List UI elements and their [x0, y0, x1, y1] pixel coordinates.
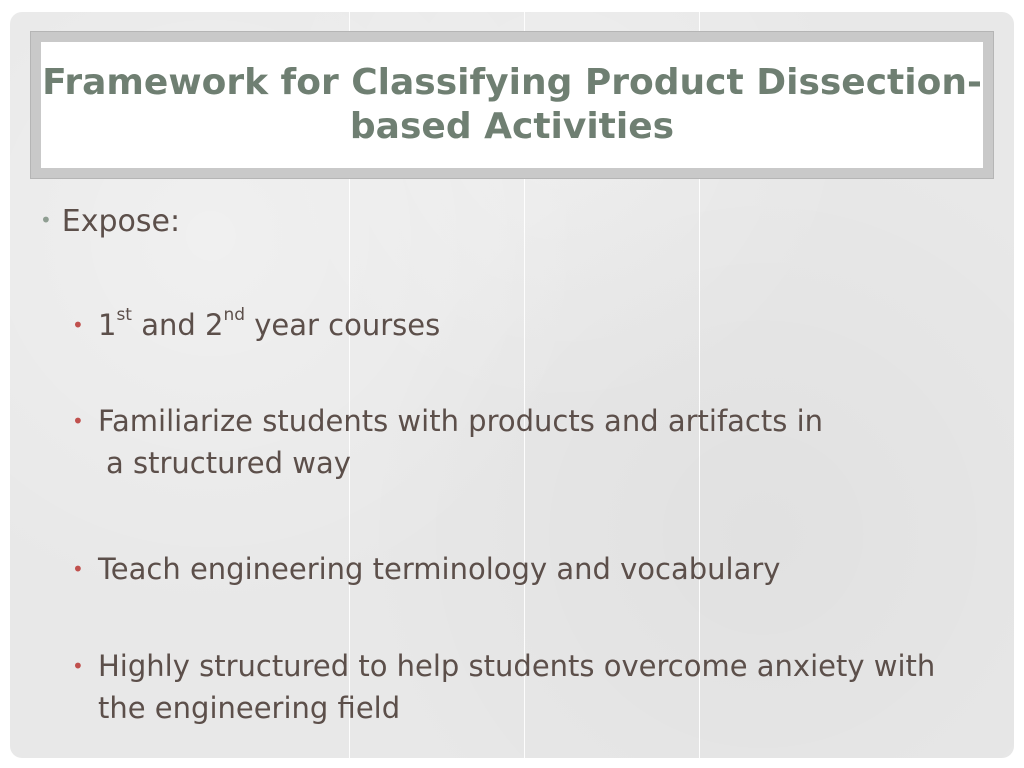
bullet-text [98, 400, 972, 484]
bullet-text: Teach engineering terminology and vocabulary [98, 552, 781, 586]
bullet-dot-icon: • [72, 409, 84, 433]
bullet-text-line: a structured way [106, 446, 351, 480]
superscript: st [116, 305, 132, 326]
bullet-level2 [72, 548, 780, 590]
slide [10, 12, 1014, 758]
bullet-text [98, 304, 440, 346]
slide-body [10, 12, 1014, 758]
bullet-dot-icon: • [40, 208, 52, 232]
bullet-level2 [72, 645, 992, 729]
bullet-dot-icon: • [72, 557, 84, 581]
slide-title: Framework for Classifying Product Dissection-based Activities [42, 62, 982, 147]
bullet-text: Expose: [61, 204, 181, 239]
bullet-text-part: year courses [245, 308, 441, 342]
bullet-text-part: and 2 [131, 308, 224, 342]
bullet-text-part: 1 [98, 308, 117, 342]
bullet-dot-icon: • [72, 313, 84, 337]
bullet-text: Highly structured to help students overcome anxiety with the engineering field [98, 649, 936, 725]
bullet-dot-icon: • [72, 654, 84, 678]
superscript: nd [223, 305, 246, 326]
bullet-level2 [72, 400, 972, 484]
bullet-level1 [40, 202, 180, 244]
bullet-level2 [72, 304, 440, 346]
bullet-text-line: Familiarize students with products and artifacts in [98, 404, 823, 438]
